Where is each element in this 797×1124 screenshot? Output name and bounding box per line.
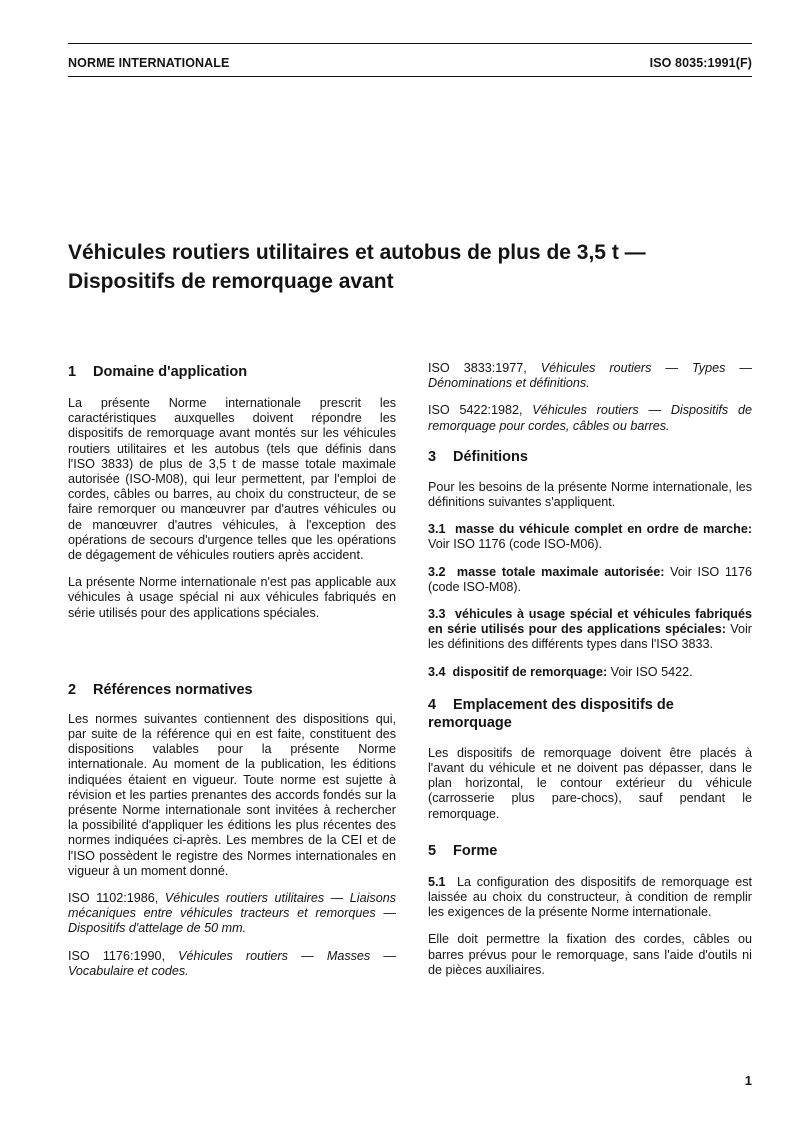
section-4-paragraph-1: Les dispositifs de remorquage doivent être placés à l'avant du véhicule et ne doivent pas dépasser, dans le plan horizontal, le contour extérieur du véhicule (carrosserie plus pare-chocs), sauf pendant le remorquage. bbox=[428, 745, 752, 821]
clause-number: 5.1 bbox=[428, 874, 446, 889]
reference-item bbox=[68, 949, 396, 979]
clause-text: La configuration des dispositifs de remorquage est laissée au choix du constructeur, à condition de remplir les exigences de la présente Norme internationale. bbox=[428, 874, 752, 920]
document-title bbox=[68, 238, 758, 296]
reference-title: Véhicules routiers — Masses — Vocabulaire et codes. bbox=[68, 948, 396, 978]
section-2-paragraph-1: Les normes suivantes contiennent des dispositions qui, par suite de la référence qui en est faite, constituent des dispositions valables pour la présente Norme internationale. Au moment de la publication, les éditions indiquées étaient en vigueur. Toute norme est sujette à révision et les parties prenantes des accords fondés sur la présente Norme internationale sont invitées à rechercher la possibilité d'appliquer les éditions les plus récentes des normes indiquées ci-après. Les membres de la CEI et de l'ISO possèdent le registre des Normes internationales en vigueur à un moment donné. bbox=[68, 711, 396, 878]
reference-code: ISO 5422:1982, bbox=[428, 403, 523, 418]
definition-term: masse du véhicule complet en ordre de marche: bbox=[455, 522, 753, 537]
definition-item bbox=[428, 607, 752, 653]
section-number: 1 bbox=[68, 364, 77, 380]
section-number: 5 bbox=[428, 842, 437, 859]
section-5-paragraph-1 bbox=[428, 875, 752, 921]
reference-title: Véhicules routiers — Dispositifs de remorquage pour cordes, câbles ou barres. bbox=[428, 403, 752, 433]
header-rule bbox=[68, 76, 752, 77]
section-number: 4 bbox=[428, 696, 437, 713]
section-1-paragraph-1: La présente Norme internationale prescrit les caractéristiques auxquelles doivent répondre les dispositifs de remorquage avant montés sur les véhicules routiers utilitaires et les autobus (tels que définis dans l'ISO 3833) de plus de 3,5 t de masse totale maximale autorisée (ISO-M08), qui leur permettent, par l'emploi de cordes, câbles ou barres, au choix du constructeur, de se faire remorquer ou manœuvrer par d'autres véhicules ou de manœuvrer d'autres véhicules, à l'exception des opérations de secours d'urgence telles que les opérations de dégagement de véhicules routiers après accident. bbox=[68, 396, 396, 563]
reference-item bbox=[68, 891, 396, 937]
reference-code: ISO 1102:1986, bbox=[68, 891, 159, 906]
definition-text: Voir ISO 5422. bbox=[610, 664, 693, 679]
section-3-heading bbox=[428, 448, 752, 466]
reference-item bbox=[428, 403, 752, 433]
section-title: Forme bbox=[453, 842, 498, 859]
header-right: ISO 8035:1991(F) bbox=[649, 56, 752, 70]
section-number: 2 bbox=[68, 681, 77, 698]
reference-title: Véhicules routiers utilitaires — Liaisons mécaniques entre véhicules tracteurs et remorques — Dispositifs d'attelage de 50 mm. bbox=[68, 891, 397, 936]
definition-term: dispositif de remorquage: bbox=[452, 664, 608, 679]
definition-term: véhicules à usage spécial et véhicules fabriqués en série utilisés pour des applications spéciales: bbox=[428, 607, 752, 637]
definition-text: Voir les définitions des différents types dans l'ISO 3833. bbox=[428, 622, 752, 652]
definition-item bbox=[428, 565, 752, 595]
definition-item bbox=[428, 522, 752, 552]
definition-text: Voir ISO 1176 (code ISO-M08). bbox=[428, 564, 752, 594]
section-1-heading bbox=[68, 363, 396, 381]
title-line-2: Dispositifs de remorquage avant bbox=[68, 270, 394, 293]
section-title-line-1: Emplacement des dispositifs de bbox=[453, 696, 674, 713]
right-column bbox=[428, 356, 752, 978]
section-4-heading bbox=[428, 696, 752, 732]
page-number: 1 bbox=[744, 1073, 752, 1088]
section-1-paragraph-2: La présente Norme internationale n'est pas applicable aux véhicules à usage spécial ni aux véhicules fabriqués en série utilisés pour des applications spéciales. bbox=[68, 575, 396, 620]
left-column bbox=[68, 356, 396, 979]
section-title: Domaine d'application bbox=[93, 364, 248, 380]
definition-item bbox=[428, 665, 752, 680]
section-3-intro: Pour les besoins de la présente Norme internationale, les définitions suivantes s'appliquent. bbox=[428, 479, 752, 510]
section-title: Définitions bbox=[453, 448, 528, 465]
reference-code: ISO 3833:1977, bbox=[428, 361, 527, 375]
definition-number: 3.1 bbox=[428, 522, 446, 537]
section-title: Références normatives bbox=[93, 681, 253, 698]
reference-item bbox=[428, 361, 752, 391]
definition-number: 3.4 bbox=[428, 664, 446, 679]
reference-title: Véhicules routiers — Types — Dénominations et définitions. bbox=[428, 361, 752, 391]
section-number: 3 bbox=[428, 448, 437, 465]
title-line-1: Véhicules routiers utilitaires et autobus de plus de 3,5 t — bbox=[68, 241, 646, 264]
definition-number: 3.2 bbox=[428, 564, 446, 579]
definition-term: masse totale maximale autorisée: bbox=[456, 564, 665, 579]
section-2-heading bbox=[68, 681, 396, 699]
definition-number: 3.3 bbox=[428, 607, 446, 622]
top-rule bbox=[68, 43, 752, 44]
header-left: NORME INTERNATIONALE bbox=[68, 56, 230, 70]
section-5-paragraph-2: Elle doit permettre la fixation des cordes, câbles ou barres prévus pour le remorquage, sans l'aide d'outils ni de pièces auxiliaires. bbox=[428, 932, 752, 977]
section-5-heading bbox=[428, 842, 752, 860]
definition-text: Voir ISO 1176 (code ISO-M06). bbox=[428, 537, 603, 552]
reference-code: ISO 1176:1990, bbox=[68, 948, 165, 963]
section-title-line-2: remorquage bbox=[428, 714, 512, 731]
